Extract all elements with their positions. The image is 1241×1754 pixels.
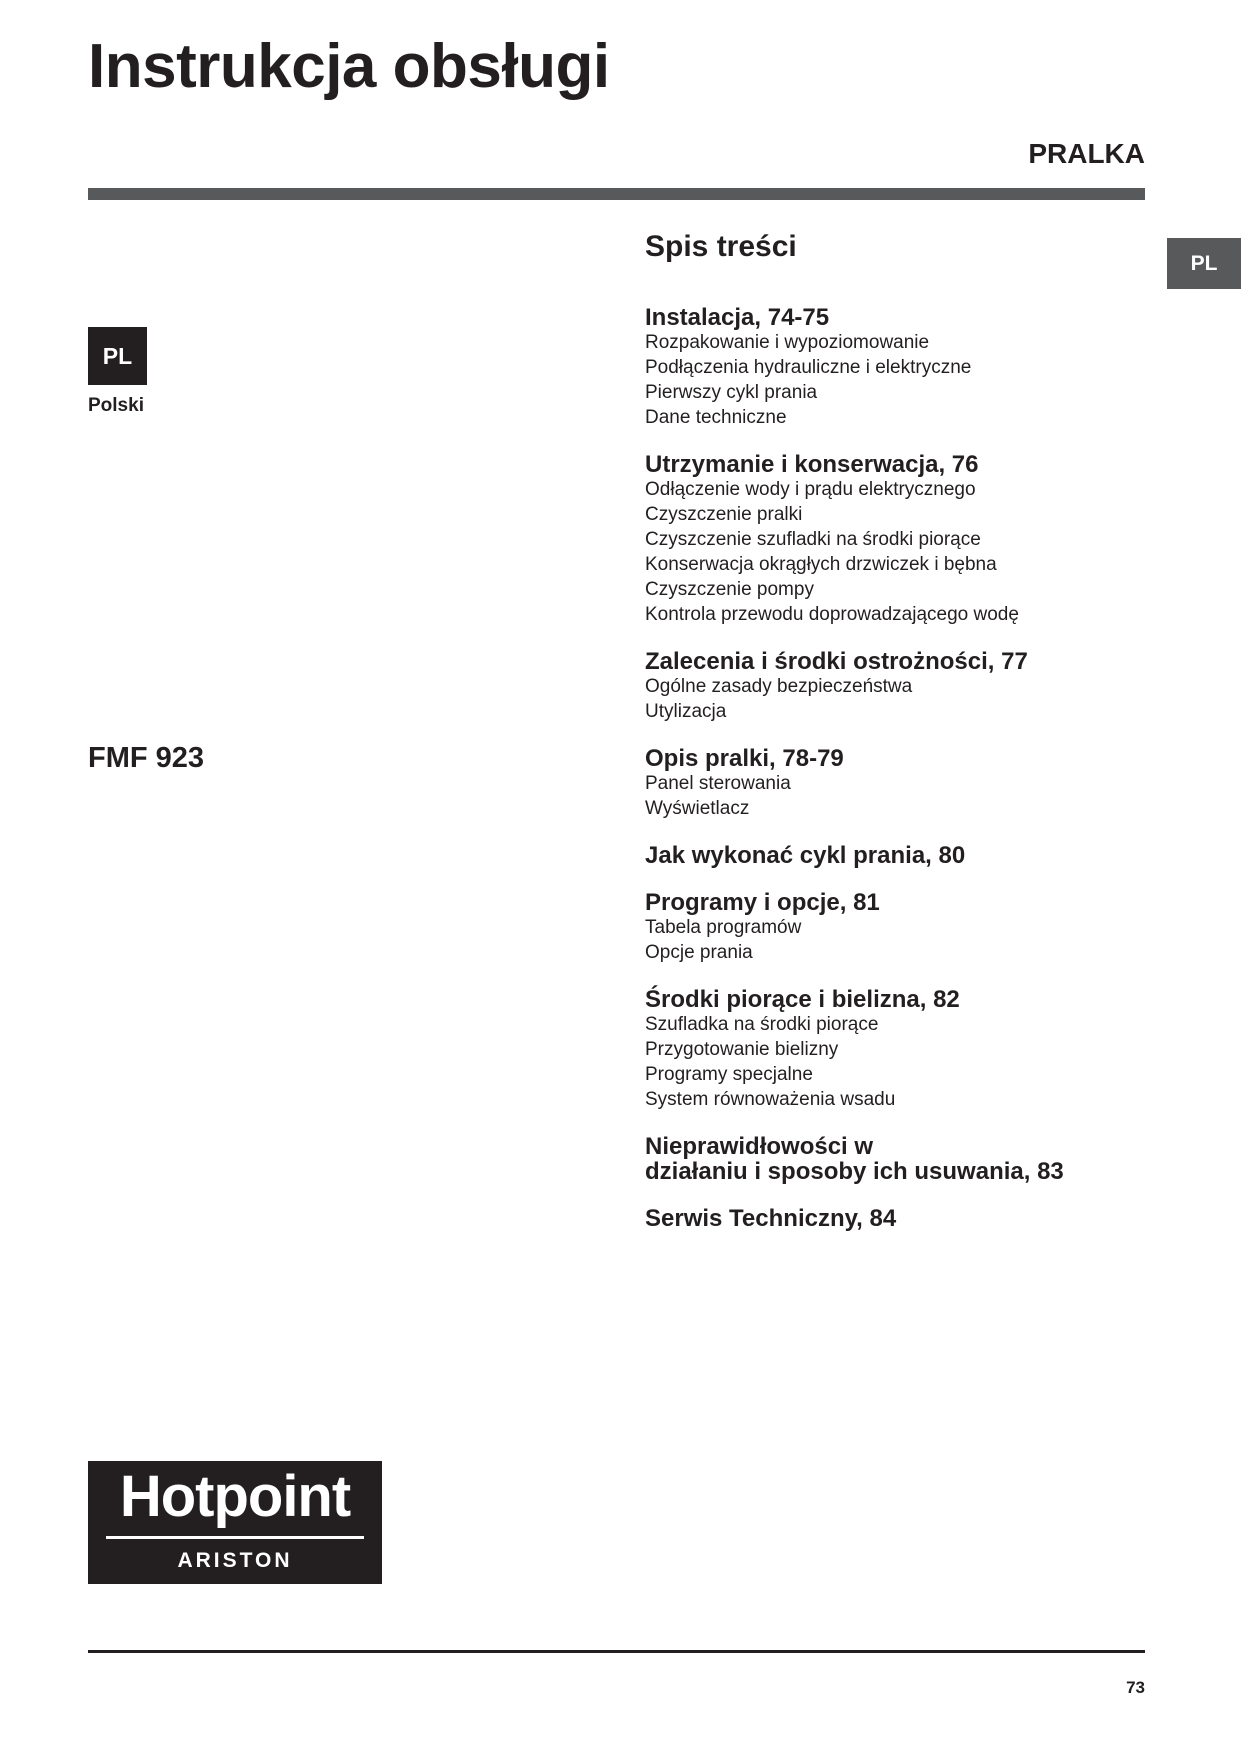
toc-item: Utylizacja	[645, 701, 727, 722]
toc-item: System równoważenia wsadu	[645, 1089, 896, 1110]
toc-section-heading[interactable]: Jak wykonać cykl prania, 80	[645, 842, 966, 869]
logo-divider	[106, 1536, 364, 1539]
toc-section-heading[interactable]: Serwis Techniczny, 84	[645, 1205, 897, 1232]
toc-section	[645, 1134, 1145, 1184]
toc-section	[645, 1206, 1145, 1231]
toc-section	[645, 843, 1145, 868]
language-name: Polski	[88, 395, 144, 416]
toc-item: Tabela programów	[645, 917, 802, 938]
toc-item: Rozpakowanie i wypoziomowanie	[645, 332, 930, 353]
toc-item: Czyszczenie pompy	[645, 579, 814, 600]
logo-wordmark: Hotpoint	[119, 1464, 351, 1529]
model-number: FMF 923	[88, 742, 205, 774]
toc-section	[645, 987, 1145, 1112]
side-language-tab: PL	[1167, 238, 1241, 289]
toc-item: Odłączenie wody i prądu elektrycznego	[645, 479, 976, 500]
footer-divider	[88, 1650, 1145, 1653]
toc-item: Czyszczenie szufladki na środki piorące	[645, 529, 981, 550]
toc-section-heading[interactable]: Utrzymanie i konserwacja, 76	[645, 451, 979, 478]
page-number: 73	[1126, 1678, 1145, 1697]
logo-subbrand: ARISTON	[177, 1548, 293, 1572]
toc-section-heading-continued[interactable]: działaniu i sposoby ich usuwania, 83	[645, 1158, 1064, 1185]
toc-item: Panel sterowania	[645, 773, 791, 794]
toc-section	[645, 305, 1145, 430]
toc-item: Dane techniczne	[645, 407, 787, 428]
toc-section	[645, 890, 1145, 965]
product-type: PRALKA	[1028, 138, 1145, 169]
page-title: Instrukcja obsługi	[88, 32, 610, 101]
toc-item: Pierwszy cykl prania	[645, 382, 818, 403]
toc-item: Ogólne zasady bezpieczeństwa	[645, 676, 913, 697]
toc-section	[645, 649, 1145, 724]
toc-item: Podłączenia hydrauliczne i elektryczne	[645, 357, 972, 378]
toc-section-heading[interactable]: Programy i opcje, 81	[645, 889, 880, 916]
language-badge: PL	[88, 327, 147, 385]
toc-section-heading[interactable]: Środki piorące i bielizna, 82	[645, 986, 960, 1013]
toc-item: Konserwacja okrągłych drzwiczek i bębna	[645, 554, 997, 575]
toc-item: Czyszczenie pralki	[645, 504, 803, 525]
toc-title: Spis treści	[645, 230, 797, 263]
toc-section	[645, 452, 1145, 627]
header-divider	[88, 188, 1145, 200]
toc-item: Przygotowanie bielizny	[645, 1039, 839, 1060]
toc-section	[645, 746, 1145, 821]
toc-item: Kontrola przewodu doprowadzającego wodę	[645, 604, 1019, 625]
toc-section-heading[interactable]: Nieprawidłowości w	[645, 1133, 874, 1160]
toc-item: Opcje prania	[645, 942, 753, 963]
table-of-contents	[645, 230, 1145, 1253]
toc-item: Szufladka na środki piorące	[645, 1014, 879, 1035]
toc-section-heading[interactable]: Opis pralki, 78-79	[645, 745, 844, 772]
toc-item: Programy specjalne	[645, 1064, 813, 1085]
toc-section-heading[interactable]: Zalecenia i środki ostrożności, 77	[645, 648, 1028, 675]
brand-logo	[88, 1461, 382, 1584]
toc-item: Wyświetlacz	[645, 798, 750, 819]
toc-section-heading[interactable]: Instalacja, 74-75	[645, 304, 830, 331]
